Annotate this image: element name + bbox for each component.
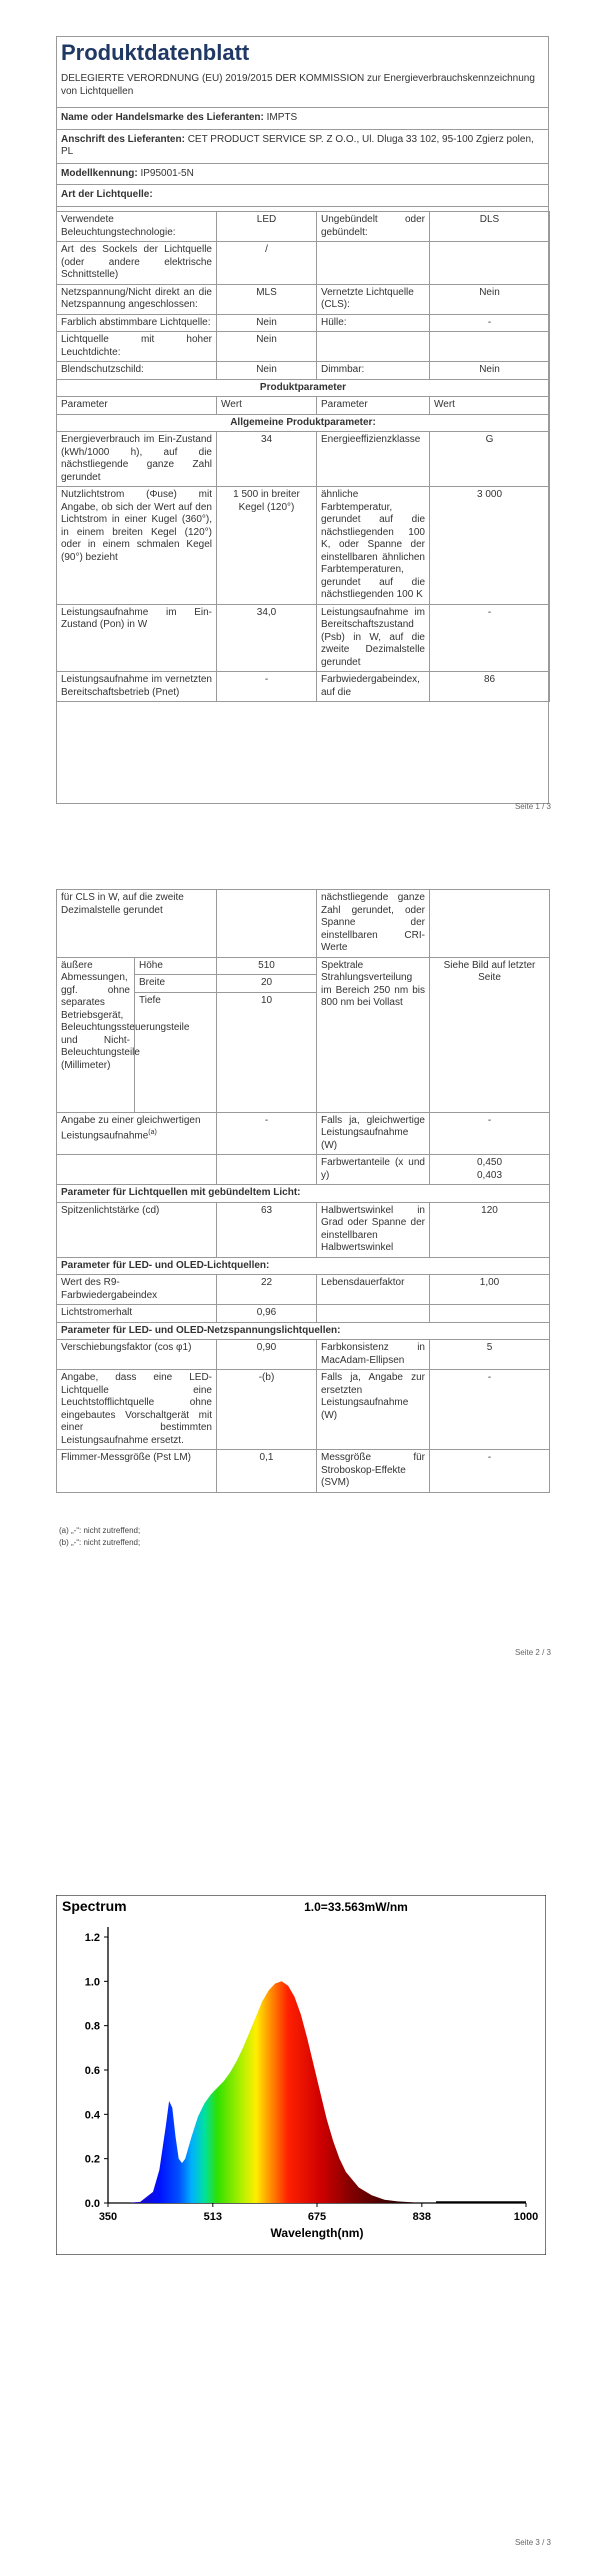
spectrum-chart: [56, 1895, 546, 2255]
page-number: Seite 3 / 3: [514, 2538, 551, 2547]
footnotes: [59, 1525, 140, 1549]
cell-value: G: [430, 432, 550, 487]
product-table-continued: [56, 889, 550, 1493]
cell-value: -(b): [217, 1370, 317, 1450]
table-header-row: [57, 397, 550, 415]
cell-label: Verschiebungsfaktor (cos φ1): [57, 1340, 217, 1370]
supplier-name-row: [57, 108, 549, 130]
cell-value: 0,450 0,403: [430, 1155, 550, 1185]
table-row: [57, 432, 550, 487]
table-row: [57, 242, 550, 285]
cell-label: Netzspannung/Nicht direkt an die Netzspannung angeschlossen:: [57, 284, 217, 314]
table-row: [57, 1305, 550, 1323]
dimension-width-label: Breite: [135, 975, 217, 993]
cell-value: Nein: [430, 362, 550, 380]
table-row: [57, 1275, 550, 1305]
model-value: IP95001-5N: [140, 167, 194, 179]
cell-value: -: [430, 1370, 550, 1450]
cell-label: Falls ja, gleichwertige Leistungsaufnahme (W): [317, 1112, 430, 1155]
cell-value: 1,00: [430, 1275, 550, 1305]
cell-value: 1 500 in breiter Kegel (120°): [217, 487, 317, 605]
y-tick-label: 1.0: [84, 1976, 100, 1989]
cell-value: LED: [217, 212, 317, 242]
section-heading-directional: Parameter für Lichtquellen mit gebündeltem Licht:: [57, 1185, 550, 1203]
cell-value: MLS: [217, 284, 317, 314]
cell-value: [430, 1305, 550, 1323]
cell-label: Flimmer-Messgröße (Pst LM): [57, 1450, 217, 1493]
cell-value: 22: [217, 1275, 317, 1305]
cell-label: Messgröße für Stroboskop-Effekte (SVM): [317, 1450, 430, 1493]
light-source-type-heading: Art der Lichtquelle:: [57, 185, 549, 207]
table-row: [57, 332, 550, 362]
cell-label: Dimmbar:: [317, 362, 430, 380]
table-row: [57, 1112, 550, 1155]
cell-label: Farbkonsistenz in MacAdam-Ellipsen: [317, 1340, 430, 1370]
cell-value: 34: [217, 432, 317, 487]
cell-label: Blendschutzschild:: [57, 362, 217, 380]
chart-title: Spectrum: [62, 1898, 127, 1914]
table-row: [57, 284, 550, 314]
cell-value: Nein: [430, 284, 550, 314]
section-heading-led: Parameter für LED- und OLED-Lichtquellen:: [57, 1257, 550, 1275]
cell-value: /: [217, 242, 317, 285]
cell-value: 3 000: [430, 487, 550, 605]
supplier-table: [56, 107, 549, 207]
y-tick-label: 1.2: [84, 1932, 100, 1944]
dimension-height-value: 510: [217, 957, 317, 975]
supplier-name-value: IMPTS: [266, 112, 298, 123]
cell-label: [57, 1112, 217, 1155]
column-header: Wert: [430, 397, 550, 415]
section-heading-product-parameters: Produktparameter: [57, 379, 550, 397]
cell-value: 5: [430, 1340, 550, 1370]
dimensions-label: äußere Abmessungen, ggf. ohne separates Betriebsgerät, Beleuchtungssteuerungsteile und Nicht-Beleuchtungsteile (Millimeter): [57, 957, 135, 1112]
model-row: [57, 163, 549, 185]
cell-label: Hülle:: [317, 314, 430, 332]
cell-label: Farbwertanteile (x und y): [317, 1155, 430, 1185]
section-heading-general-parameters: Allgemeine Produktparameter:: [57, 414, 550, 432]
table-row: [57, 1155, 550, 1185]
x-tick-label: 1000: [513, 2211, 539, 2223]
table-row: [57, 957, 550, 975]
table-row: [57, 604, 550, 672]
table-row: [57, 314, 550, 332]
cell-label: Halbwertswinkel in Grad oder Spanne der einstellbaren Halbwertswinkel: [317, 1202, 430, 1257]
y-tick-label: 0.2: [84, 2153, 100, 2166]
spectrum-svg: [56, 1895, 546, 2255]
document-title: Produktdatenblatt: [61, 40, 250, 65]
cell-label: Spitzenlichtstärke (cd): [57, 1202, 217, 1257]
cell-label: [317, 1305, 430, 1323]
cell-value: 34,0: [217, 604, 317, 672]
cell-label: Leistungsaufnahme im Bereitschaftszustand (Psb) in W, auf die zweite Dezimalstelle gerundet: [317, 604, 430, 672]
cell-value: [217, 1155, 317, 1185]
cell-value: -: [430, 604, 550, 672]
cell-value: -: [217, 672, 317, 702]
cell-value: Nein: [217, 362, 317, 380]
page-1: [0, 0, 603, 815]
supplier-name-label: Name oder Handelsmarke des Lieferanten:: [61, 112, 264, 123]
x-axis-label: Wavelength(nm): [270, 2226, 364, 2240]
model-label: Modellkennung:: [61, 167, 138, 179]
cell-label: für CLS in W, auf die zweite Dezimalstelle gerundet: [57, 890, 217, 958]
spectral-label: Spektrale Strahlungsverteilung im Bereich 250 nm bis 800 nm bei Vollast: [317, 957, 430, 1112]
page-number: Seite 1 / 3: [514, 802, 551, 811]
cell-label: Lebensdauerfaktor: [317, 1275, 430, 1305]
document-subtitle: DELEGIERTE VERORDNUNG (EU) 2019/2015 DER KOMMISSION zur Energieverbrauchskennzeichnung von Lichtquellen: [61, 73, 535, 97]
table-row: [57, 1202, 550, 1257]
column-header: Wert: [217, 397, 317, 415]
cell-label: Ungebündelt oder gebündelt:: [317, 212, 430, 242]
table-row: [57, 1450, 550, 1493]
cell-value: -: [430, 1450, 550, 1493]
equivalent-power-label: Angabe zu einer gleichwertigen Leistungsaufnahme: [61, 1114, 201, 1142]
cell-value: [430, 890, 550, 958]
product-table: [56, 211, 550, 702]
cell-label: Vernetzte Lichtquelle (CLS):: [317, 284, 430, 314]
table-row: [57, 672, 550, 702]
cell-label: nächstliegende ganze Zahl gerundet, oder Spanne der einstellbaren CRI-Werte: [317, 890, 430, 958]
cell-label: [317, 242, 430, 285]
dimension-depth-value: 10: [217, 992, 317, 1112]
cell-label: Verwendete Beleuchtungstechnologie:: [57, 212, 217, 242]
y-tick-label: 0.8: [84, 2020, 100, 2033]
cell-value: 0,90: [217, 1340, 317, 1370]
column-header: Parameter: [57, 397, 217, 415]
cell-label: Lichtquelle mit hoher Leuchtdichte:: [57, 332, 217, 362]
cell-label: Farblich abstimmbare Lichtquelle:: [57, 314, 217, 332]
x-tick-label: 838: [412, 2211, 432, 2223]
column-header: Parameter: [317, 397, 430, 415]
cell-label: Energieeffizienzklasse: [317, 432, 430, 487]
dimension-width-value: 20: [217, 975, 317, 993]
cell-value: [430, 242, 550, 285]
supplier-address-row: [57, 129, 549, 163]
table-row: [57, 362, 550, 380]
y-tick-label: 0.4: [84, 2109, 100, 2122]
cell-label: [57, 1155, 217, 1185]
footnote-a: (a) „-“: nicht zutreffend;: [59, 1526, 141, 1535]
cell-label: Wert des R9-Farbwiedergabeindex: [57, 1275, 217, 1305]
page-2: [0, 875, 603, 1675]
chart-annotation: 1.0=33.563mW/nm: [304, 1900, 408, 1914]
table-row: [57, 1340, 550, 1370]
cell-value: Nein: [217, 314, 317, 332]
supplier-address-label: Anschrift des Lieferanten:: [61, 133, 185, 145]
cell-value: 86: [430, 672, 550, 702]
y-tick-label: 0.0: [84, 2198, 100, 2210]
cell-label: Nutzlichtstrom (Φuse) mit Angabe, ob sich der Wert auf den Lichtstrom in einer Kugel (360°), in einem breiten Kegel (120°) oder in einem schmalen Kegel (90°) bezieht: [57, 487, 217, 605]
cell-label: Energieverbrauch im Ein-Zustand (kWh/1000 h), auf die nächstliegende ganze Zahl gerundet: [57, 432, 217, 487]
page-number: Seite 2 / 3: [514, 1648, 551, 1657]
table-row: [57, 1370, 550, 1450]
x-tick-label: 675: [307, 2211, 327, 2223]
cell-label: Lichtstromerhalt: [57, 1305, 217, 1323]
cell-value: 0,1: [217, 1450, 317, 1493]
cell-value: -: [430, 314, 550, 332]
cell-label: Falls ja, Angabe zur ersetzten Leistungsaufnahme (W): [317, 1370, 430, 1450]
cell-label: [317, 332, 430, 362]
cell-value: Nein: [217, 332, 317, 362]
spectral-value: Siehe Bild auf letzter Seite: [430, 957, 550, 1112]
cell-label: ähnliche Farbtemperatur, gerundet auf die nächstliegenden 100 K, oder Spanne der einstellbaren ähnlichen Farbtemperaturen, gerundet auf die nächstliegenden 100 K: [317, 487, 430, 605]
footnote-b: (b) „-“: nicht zutreffend;: [59, 1538, 141, 1547]
cell-label: Leistungsaufnahme im vernetzten Bereitschaftsbetrieb (Pnet): [57, 672, 217, 702]
table-row: [57, 890, 550, 958]
cell-value: 63: [217, 1202, 317, 1257]
x-tick-label: 513: [203, 2211, 223, 2223]
dimension-height-label: Höhe: [135, 957, 217, 975]
cell-value: 120: [430, 1202, 550, 1257]
cell-label: Leistungsaufnahme im Ein-Zustand (Pon) in W: [57, 604, 217, 672]
page-3: [0, 1735, 603, 2560]
cell-value: [430, 332, 550, 362]
cell-value: -: [430, 1112, 550, 1155]
cell-label: Angabe, dass eine LED-Lichtquelle eine Leuchtstofflichtquelle ohne eingebautes Vorschaltgerät mit einer bestimmten Leistungsaufnahme ersetzt.: [57, 1370, 217, 1450]
cell-value: DLS: [430, 212, 550, 242]
cell-value: [217, 890, 317, 958]
cell-label: Art des Sockels der Lichtquelle (oder andere elektrische Schnittstelle): [57, 242, 217, 285]
footnote-ref: (a): [148, 1129, 157, 1136]
cell-label: Farbwiedergabeindex, auf die: [317, 672, 430, 702]
table-row: [57, 212, 550, 242]
y-tick-label: 0.6: [84, 2065, 100, 2077]
supplier-address-value: CET PRODUCT SERVICE SP. Z O.O., Ul. Dluga 33 102, 95-100 Zgierz polen, PL: [61, 133, 534, 157]
section-heading-mains: Parameter für LED- und OLED-Netzspannungslichtquellen:: [57, 1322, 550, 1340]
dimension-depth-label: Tiefe: [135, 992, 217, 1112]
cell-value: -: [217, 1112, 317, 1155]
table-row: [57, 487, 550, 605]
cell-value: 0,96: [217, 1305, 317, 1323]
x-tick-label: 350: [98, 2211, 118, 2223]
